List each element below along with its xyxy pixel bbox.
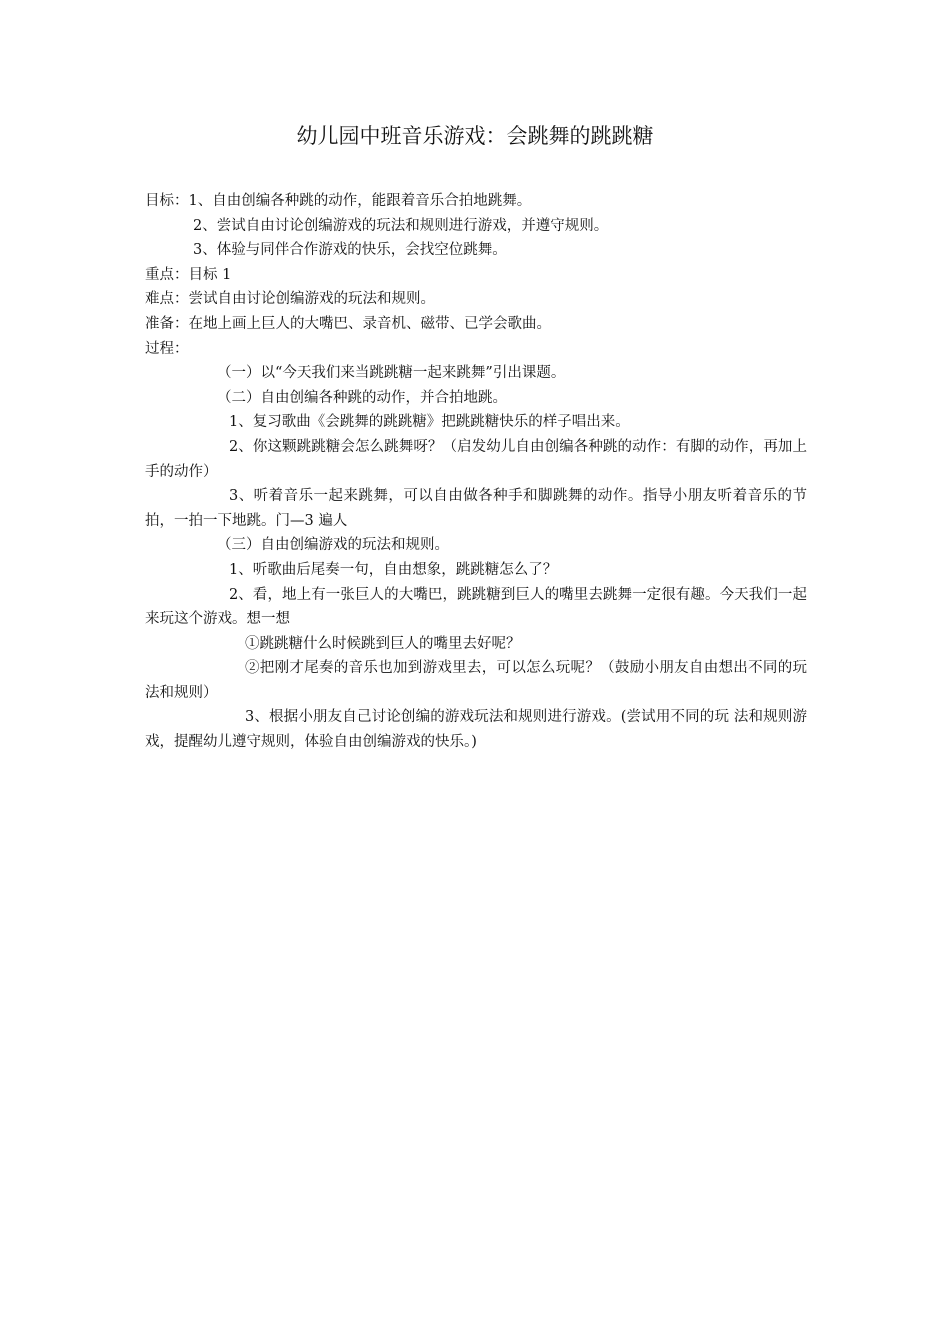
- process-heading: 过程：: [145, 340, 189, 357]
- goal-line-2: 2、尝试自由讨论创编游戏的玩法和规则进行游戏，并遵守规则。: [193, 217, 609, 234]
- key-point-line: 重点：目标 1: [145, 266, 232, 283]
- section-2-item-1: 1、复习歌曲《会跳舞的跳跳糖》把跳跳糖快乐的样子唱出来。: [229, 414, 630, 431]
- goal-line-3: 3、体验与同伴合作游戏的快乐，会找空位跳舞。: [193, 242, 507, 259]
- section-2-item-2: 2、你这颗跳跳糖会怎么跳舞呀？（启发幼儿自由创编各种跳的动作：有脚的动作，再加上手的动作）: [145, 438, 807, 480]
- document-title: 幼儿园中班音乐游戏：会跳舞的跳跳糖: [296, 124, 654, 148]
- difficulty-line: 难点：尝试自由讨论创编游戏的玩法和规则。: [145, 291, 435, 308]
- section-3-item-2: 2、看，地上有一张巨人的大嘴巴，跳跳糖到巨人的嘴里去跳舞一定很有趣。今天我们一起来玩这个游戏。想一想: [145, 586, 807, 628]
- section-2-item-3: 3、听着音乐一起来跳舞，可以自由做各种手和脚跳舞的动作。指导小朋友听着音乐的节拍，一拍一下地跳。门—3 遍人: [145, 488, 807, 529]
- section-3-item-1: 1、听歌曲后尾奏一句，自由想象，跳跳糖怎么了？: [229, 561, 558, 578]
- section-3-item-3: 3、根据小朋友自己讨论创编的游戏玩法和规则进行游戏。(尝试用不同的玩 法和规则游戏，提醒幼儿遵守规则，体验自由创编游戏的快乐。): [145, 709, 807, 751]
- process-section-1: （一）以“今天我们来当跳跳糖一起来跳舞”引出课题。: [217, 365, 566, 382]
- goal-line-1: 目标：1、自由创编各种跳的动作，能跟着音乐合拍地跳舞。: [145, 193, 532, 209]
- section-3-question-1: ①跳跳糖什么时候跳到巨人的嘴里去好呢？: [245, 635, 521, 652]
- preparation-line: 准备：在地上画上巨人的大嘴巴、录音机、磁带、已学会歌曲。: [145, 315, 551, 332]
- process-section-3: （三）自由创编游戏的玩法和规则。: [217, 537, 449, 554]
- process-section-2: （二）自由创编各种跳的动作，并合拍地跳。: [217, 389, 507, 406]
- document-body: [145, 189, 807, 755]
- section-3-question-2: ②把刚才尾奏的音乐也加到游戏里去，可以怎么玩呢？（鼓励小朋友自由想出不同的玩法和规则）: [145, 660, 807, 701]
